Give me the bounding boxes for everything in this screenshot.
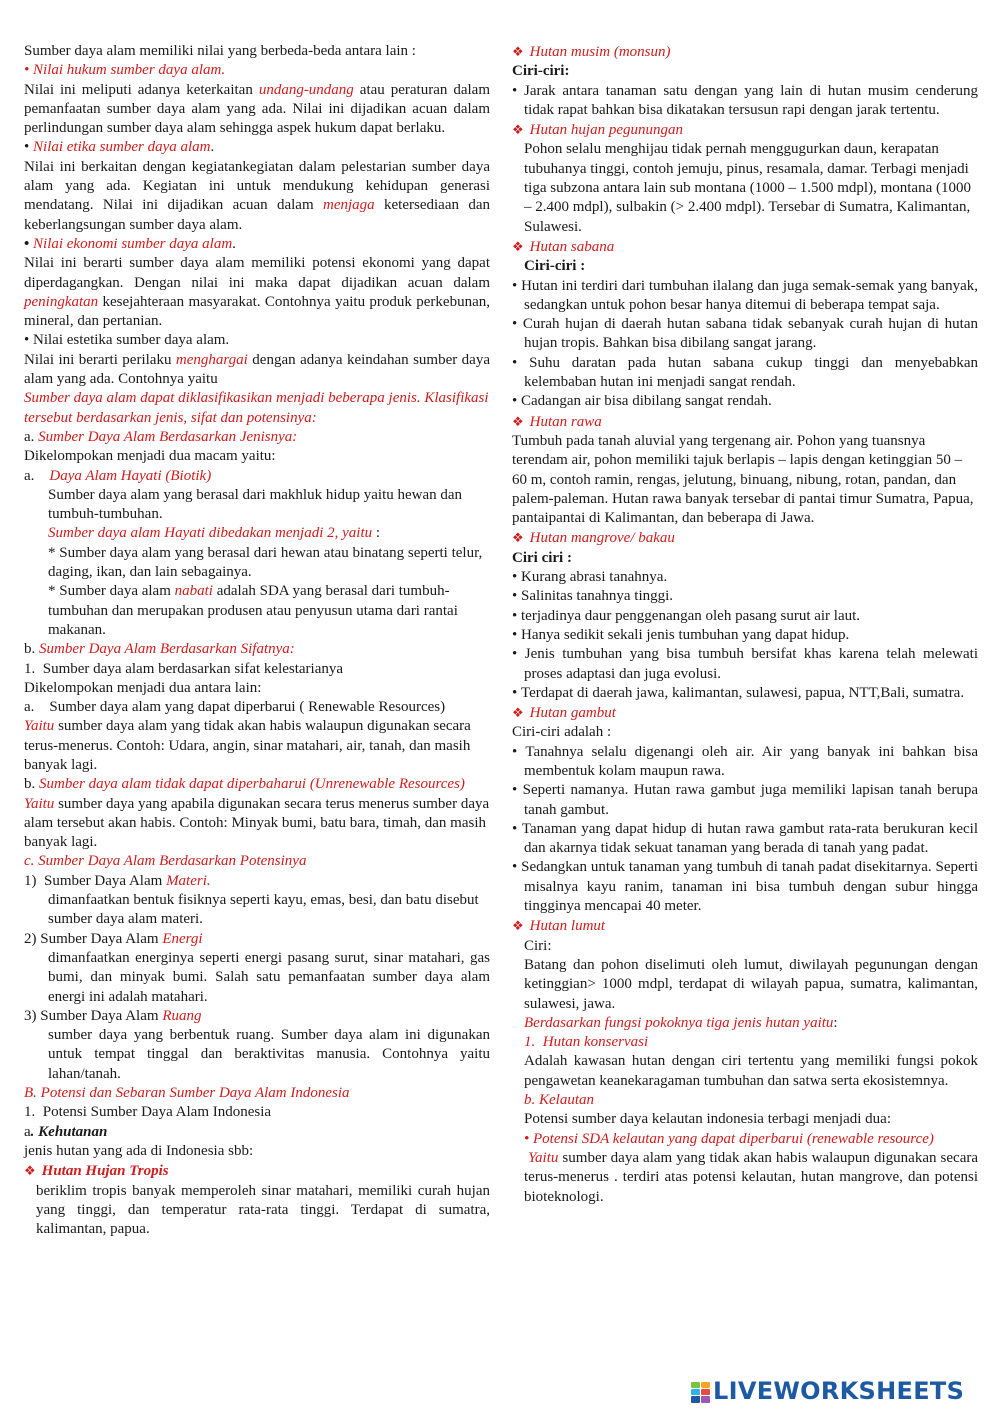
- hutan-rawa-desc: Tumbuh pada tanah aluvial yang tergenang air. Pohon yang tuansnya terendam air, pohon memiliki tajuk berlapis – lapis dengan ketinggian 50 – 60 m, contoh ramin, rengas, jelutung, binuang, nibung, rotan, pandan, dan palem-paleman. Hutan rawa banyak tersebar di pantai timur Sumatra, Papua, pantaipantai di Kalimantan, dan beberapa di Jawa.: [512, 432, 974, 527]
- intro-text: Sumber daya alam memiliki nilai yang berbeda-beda antara lain :: [24, 43, 416, 59]
- heading-nilai-estetika: • Nilai estetika sumber daya alam.: [24, 332, 230, 349]
- hutan-mangrove-bullet-5: • Jenis tumbuhan yang bisa tumbuh bersifat khas karena telah melewati proses adaptasi dan juga evolusi.: [512, 646, 978, 682]
- hutan-pegunungan-desc: Pohon selalu menghijau tidak pernah menggugurkan daun, kerapatan tubuhanya tinggi, contoh jemuju, pinus, resamala, damar. Terbagi menjadi tiga subzona antara lain sub montana (1000 – 1.500 mdpl), montana (1000 – 2.400 mdpl), sulbakin (> 2.400 mdpl). Tersebar di Sumatra, Kalimantan, Sulawesi.: [524, 141, 971, 235]
- diamond-bullet-icon: ❖: [512, 705, 524, 721]
- jenisnya-desc: Dikelompokan menjadi dua macam yaitu:: [24, 448, 276, 465]
- paragraph-nilai-estetika: Nilai ini berarti perilaku menghargai dengan adanya keindahan sumber daya alam yang ada. Contohnya yaitu: [24, 351, 490, 388]
- hutan-gambut-bullet-1: • Tanahnya selalu digenangi oleh air. Air yang banyak ini bahkan bisa membentuk kolam maupun rawa.: [512, 743, 978, 779]
- hayati-nabati: * Sumber daya alam nabati adalah SDA yang berasal dari tumbuh-tumbuhan dan merupakan produsen atau penyusun utama dari rantai makanan.: [48, 583, 458, 638]
- right-column: [512, 42, 978, 1207]
- heading-hutan-mangrove: ❖ Hutan mangrove/ bakau: [512, 530, 675, 547]
- sifat-item-1: 1. Sumber daya alam berdasarkan sifat kelestarianya: [24, 660, 344, 677]
- potensi-energi-heading: 2) Sumber Daya Alam Energi: [24, 930, 203, 947]
- liveworksheets-logo[interactable]: [690, 1377, 964, 1407]
- hutan-sabana-bullet-3: • Suhu daratan pada hutan sabana cukup tinggi dan menyebabkan kelembaban hutan ini menjadi sangat rendah.: [512, 354, 978, 391]
- heading-kehutanan: a. Kehutanan: [24, 1123, 108, 1140]
- hutan-mangrove-bullet-4: • Hanya sedikit sekali jenis tumbuhan yang dapat hidup.: [512, 626, 850, 643]
- kelautan-bullet-1: • Potensi SDA kelautan yang dapat diperbarui (renewable resource): [524, 1130, 934, 1147]
- heading-hutan-hujan-tropis: ❖ Hutan Hujan Tropis: [24, 1163, 169, 1180]
- renewable-heading: a. Sumber daya alam yang dapat diperbarui ( Renewable Resources): [24, 699, 446, 716]
- heading-hutan-lumut: ❖ Hutan lumut: [512, 918, 606, 935]
- hutan-mangrove-bullet-3: • terjadinya daur penggenangan oleh pasang surut air laut.: [512, 607, 861, 624]
- diamond-bullet-icon: ❖: [512, 44, 524, 59]
- kelautan-renewable-desc: Yaitu sumber daya alam yang tidak akan habis walaupun digunakan secara terus-menerus . terdiri atas potensi kelautan, hutan mangrove, dan potensi bioteknologi.: [524, 1149, 978, 1205]
- paragraph-nilai-ekonomi: Nilai ini berarti sumber daya alam memiliki potensi ekonomi yang dapat diperdagangkan. Dengan nilai ini maka dapat dijadikan acuan dalam peningkatan kesejahteraan masyarakat. Contohnya yaitu produk perkebunan, mineral, dan pertanian.: [24, 255, 490, 330]
- diamond-bullet-icon: ❖: [512, 413, 524, 429]
- unrenewable-desc: Yaitu sumber daya yang apabila digunakan secara terus menerus sumber daya alam tersebut akan habis. Contoh: Minyak bumi, batu bara, timah, dan masih banyak lagi.: [24, 795, 490, 851]
- potensi-materi-heading: 1) Sumber Daya Alam Materi.: [24, 872, 211, 889]
- hayati-subheading: Sumber daya alam Hayati dibedakan menjadi 2, yaitu :: [48, 525, 381, 542]
- heading-nilai-ekonomi: • Nilai ekonomi sumber daya alam.: [24, 235, 236, 252]
- heading-kelautan: b. Kelautan: [524, 1092, 594, 1109]
- hutan-lumut-ciri: Ciri:: [524, 937, 552, 954]
- section-b-item-1: 1. Potensi Sumber Daya Alam Indonesia: [24, 1104, 272, 1121]
- heading-sifatnya: b. Sumber Daya Alam Berdasarkan Sifatnya:: [24, 641, 295, 658]
- liveworksheets-logo-icon: [690, 1381, 710, 1403]
- kelautan-desc: Potensi sumber daya kelautan indonesia terbagi menjadi dua:: [524, 1111, 891, 1128]
- unrenewable-heading: b. Sumber daya alam tidak dapat diperbaharui (Unrenewable Resources): [24, 776, 465, 793]
- potensi-energi-desc: dimanfaatkan energinya seperti energi pasang surut, sinar matahari, gas bumi, dan minyak bumi. Salah satu pemanfaatan sumber daya alam energi ini adalah matahari.: [48, 949, 490, 1005]
- hutan-gambut-ciri: Ciri-ciri adalah :: [512, 724, 612, 741]
- potensi-ruang-desc: sumber daya yang berbentuk ruang. Sumber daya alam ini digunakan untuk tempat tinggal dan beraktivitas manusia. Contohnya yaitu lahan/tanah.: [48, 1027, 490, 1082]
- heading-section-b: B. Potensi dan Sebaran Sumber Daya Alam Indonesia: [24, 1085, 350, 1102]
- hutan-sabana-ciri: Ciri-ciri :: [524, 258, 586, 275]
- heading-jenisnya: a. Sumber Daya Alam Berdasarkan Jenisnya:: [24, 428, 298, 445]
- liveworksheets-logo-text: LIVEWORKSHEETS: [713, 1377, 965, 1406]
- hutan-konservasi-desc: Adalah kawasan hutan dengan ciri tertentu yang memiliki fungsi pokok pengawetan keanekaragaman tumbuhan dan satwa serta ekosistemnya.: [524, 1053, 978, 1089]
- hutan-sabana-bullet-1: • Hutan ini terdiri dari tumbuhan ilalang dan juga semak-semak yang banyak, sedangkan untuk pohon besar hanya ditemui di beberapa tempat saja.: [512, 277, 978, 313]
- hutan-lumut-desc: Batang dan pohon diselimuti oleh lumut, diwilayah pegunungan dengan ketinggian> 1000 mdpl, terdapat di wilayah papua, sumatra, kalimantan, sulawesi, jawa.: [524, 956, 978, 1012]
- renewable-desc: Yaitu sumber daya alam yang tidak akan habis walaupun digunakan secara terus-menerus. Contoh: Udara, angin, sinar matahari, air, tanah, dan masih banyak lagi.: [24, 718, 471, 773]
- heading-hutan-sabana: ❖ Hutan sabana: [512, 238, 615, 255]
- hutan-musim-bullet-1: • Jarak antara tanaman satu dengan yang lain di hutan musim cenderung tidak rapat bahkan bisa dikatakan tersusun rapi dengan jarak tertentu.: [512, 82, 978, 118]
- diamond-bullet-icon: ❖: [24, 1163, 36, 1179]
- hutan-mangrove-bullet-2: • Salinitas tanahnya tinggi.: [512, 588, 674, 605]
- hutan-gambut-bullet-3: • Tanaman yang dapat hidup di hutan rawa gambut rata-rata berukuran kecil dan akarnya tidak sekuat tanaman yang berada di tanah yang padat.: [512, 820, 978, 857]
- heading-nilai-hukum: • Nilai hukum sumber daya alam.: [24, 62, 226, 79]
- hayati-desc: Sumber daya alam yang berasal dari makhluk hidup yaitu hewan dan tumbuh-tumbuhan.: [48, 486, 463, 523]
- heading-hutan-gambut: ❖ Hutan gambut: [512, 705, 616, 722]
- potensi-materi-desc: dimanfaatkan bentuk fisiknya seperti kayu, emas, besi, dan batu disebut sumber daya alam materi.: [48, 892, 479, 928]
- heading-hutan-musim: ❖ Hutan musim (monsun): [512, 44, 671, 60]
- heading-hutan-rawa: ❖ Hutan rawa: [512, 413, 602, 430]
- diamond-bullet-icon: ❖: [512, 122, 524, 138]
- hutan-sabana-bullet-4: • Cadangan air bisa dibilang sangat rendah.: [512, 393, 772, 410]
- hayati-heading: a. Daya Alam Hayati (Biotik): [24, 467, 212, 484]
- paragraph-nilai-etika: Nilai ini berkaitan dengan kegiatankegiatan dalam pelestarian sumber daya alam yang ada. Kegiatan ini untuk mendukung kehidupan generasi mendatang. Nilai ini dijadikan acuan dalam menjaga ketersediaan dan keberlangsungan sumber daya alam.: [24, 158, 490, 233]
- diamond-bullet-icon: ❖: [512, 918, 524, 934]
- fungsi-pokok-heading: Berdasarkan fungsi pokoknya tiga jenis hutan yaitu:: [524, 1014, 838, 1031]
- hutan-hujan-tropis-desc: beriklim tropis banyak memperoleh sinar matahari, memiliki curah hujan yang tinggi, dan temperatur rata-rata tinggi. Terdapat di sumatra, kalimantan, papua.: [36, 1182, 490, 1238]
- kehutanan-desc: jenis hutan yang ada di Indonesia sbb:: [24, 1142, 254, 1159]
- diamond-bullet-icon: ❖: [512, 238, 524, 254]
- heading-potensinya: c. Sumber Daya Alam Berdasarkan Potensinya: [24, 853, 307, 870]
- hutan-mangrove-bullet-1: • Kurang abrasi tanahnya.: [512, 569, 668, 586]
- hutan-gambut-bullet-2: • Seperti namanya. Hutan rawa gambut juga memiliki lapisan tanah berupa tanah gambut.: [512, 782, 978, 818]
- hutan-mangrove-bullet-6: • Terdapat di daerah jawa, kalimantan, sulawesi, papua, NTT,Bali, sumatra.: [512, 684, 965, 701]
- kelautan-bullet-wrap: [512, 1130, 978, 1149]
- left-column: [24, 42, 490, 1239]
- klasifikasi-text: Sumber daya alam dapat diklasifikasikan menjadi beberapa jenis. Klasifikasi tersebut berdasarkan jenis, sifat dan potensinya:: [24, 390, 489, 426]
- heading-hutan-pegunungan: ❖ Hutan hujan pegunungan: [512, 122, 683, 139]
- paragraph-nilai-hukum: Nilai ini meliputi adanya keterkaitan undang-undang atau peraturan dalam pemanfaatan sumber daya alam yang ada. Nilai ini dijadikan acuan dalam perlindungan sumber daya alam sehingga aspek hukum dapat berlaku.: [24, 81, 491, 137]
- hutan-musim-ciri: Ciri-ciri:: [512, 63, 570, 80]
- diamond-bullet-icon: ❖: [512, 530, 524, 546]
- sifat-desc: Dikelompokan menjadi dua antara lain:: [24, 679, 262, 696]
- hutan-konservasi-heading: 1. Hutan konservasi: [524, 1034, 649, 1051]
- hutan-sabana-bullet-2: • Curah hujan di daerah hutan sabana tidak sebanyak curah hujan di hutan hujan tropis. Bahkan bisa dibilang sangat jarang.: [512, 316, 978, 352]
- potensi-ruang-heading: 3) Sumber Daya Alam Ruang: [24, 1007, 202, 1024]
- hutan-gambut-bullet-4: • Sedangkan untuk tanaman yang tumbuh di tanah padat disekitarnya. Seperti misalnya kayu ranim, tanaman ini bisa tumbuh dengan subur hingga tingginya mencapai 40 meter.: [512, 859, 978, 915]
- hutan-mangrove-ciri: Ciri ciri :: [512, 549, 572, 566]
- hayati-hewani: * Sumber daya alam yang berasal dari hewan atau binatang seperti telur, daging, ikan, dan lain sebagainya.: [48, 544, 483, 581]
- heading-nilai-etika: • Nilai etika sumber daya alam.: [24, 139, 215, 156]
